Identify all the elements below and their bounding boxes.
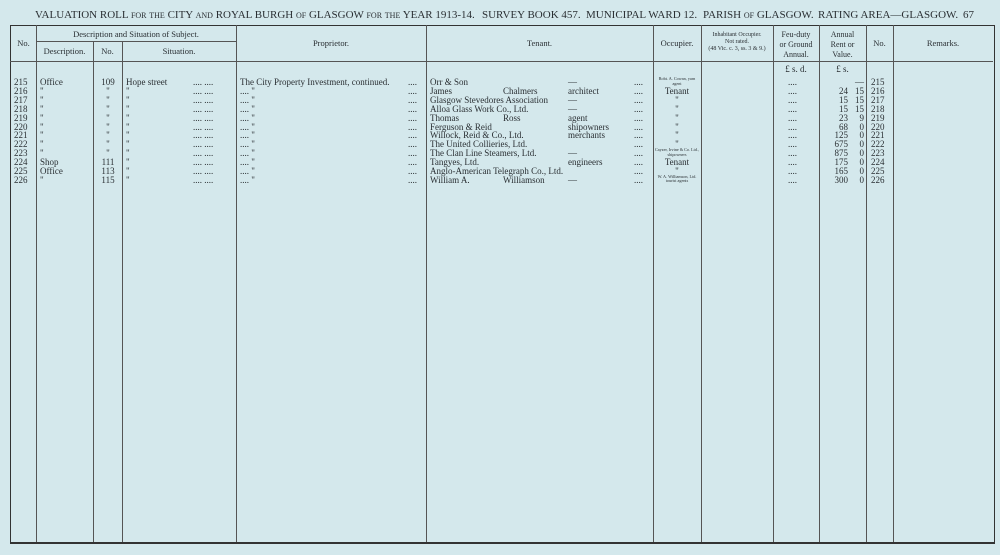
cell-no3: 224 (871, 157, 885, 168)
cell-feu: .... (788, 157, 797, 168)
cell-no3: 219 (871, 112, 885, 123)
cell-num: " (106, 103, 110, 114)
cell-sit: " (126, 139, 130, 150)
cell-no3: 216 (871, 85, 885, 96)
col-annual: Annual Rent or Value. (830, 30, 855, 59)
cell-prop: .... " (240, 121, 255, 132)
cell-num: " (106, 121, 110, 132)
cell-val-l: 24 (839, 85, 848, 96)
cell-tenant: Orr & Son (430, 77, 468, 87)
cell-t-dots: .... (634, 77, 643, 87)
cell-tenant: Willock, Reid & Co., Ltd. (430, 130, 524, 141)
col-no2: No. (101, 46, 114, 56)
cell-sit-dots: .... .... (193, 148, 214, 159)
cell-no: 226 (14, 174, 28, 185)
col-feu: Feu-duty or Ground Annual. (779, 30, 813, 59)
cell-desc: Office (40, 166, 63, 176)
cell-tenant: Anglo-American Telegraph Co., Ltd. (430, 166, 564, 176)
cell-no: 221 (14, 130, 28, 141)
cell-val-r: 0 (859, 121, 864, 132)
cell-prop: The City Property Investment, continued. (240, 77, 390, 87)
cell-sit-dots: .... .... (193, 174, 214, 185)
cell-feu: .... (788, 77, 797, 87)
cell-occ: " (675, 130, 679, 141)
rating-area: RATING AREA—GLASGOW. (818, 9, 959, 21)
cell-t-dots: .... (634, 130, 643, 141)
cell-prop-dots: .... (408, 112, 417, 123)
col-tenant: Tenant. (526, 38, 553, 48)
cell-prop: .... " (240, 148, 255, 159)
cell-no3: 217 (871, 94, 885, 105)
cell-sit-dots: .... .... (193, 157, 214, 168)
cell-t-dots: .... (634, 94, 643, 105)
cell-num: 111 (101, 157, 115, 168)
cell-sit: " (126, 112, 130, 123)
cell-no3: 215 (871, 77, 885, 87)
cell-t-dots: .... (634, 112, 643, 123)
cell-sit: " (126, 130, 130, 141)
cell-tenant-c: — (568, 94, 577, 105)
page-header (0, 9, 1000, 25)
cell-no: 220 (14, 121, 28, 132)
cell-tenant: The Clan Line Steamers, Ltd. (430, 148, 537, 159)
cell-sit: " (126, 94, 130, 105)
cell-prop-dots: .... (408, 148, 417, 159)
cell-desc: " (40, 139, 44, 150)
cell-prop: .... " (240, 94, 255, 105)
cell-num: " (106, 148, 110, 159)
cell-occ: " (675, 121, 679, 132)
cell-sit: " (126, 85, 130, 96)
header-title: VALUATION ROLL for the CITY and ROYAL BURGH of GLASGOW for the YEAR 1913-14. (35, 9, 475, 21)
cell-val-r: 15 (855, 103, 864, 114)
cell-sit: " (126, 157, 130, 168)
cell-desc: Office (40, 77, 63, 87)
cell-feu: .... (788, 103, 797, 114)
col-desc-group: Description and Situation of Subject. (73, 29, 199, 39)
cell-val-l: 23 (839, 112, 848, 123)
cell-t-dots: .... (634, 103, 643, 114)
col-occupier: Occupier. (660, 38, 694, 48)
municipal-ward: MUNICIPAL WARD 12. (586, 9, 698, 21)
cell-num: " (106, 85, 110, 96)
cell-tenant: William A. (430, 174, 470, 185)
cell-prop: .... " (240, 139, 255, 150)
cell-sit: " (126, 174, 130, 185)
cell-prop: .... " (240, 103, 255, 114)
cell-no3: 223 (871, 148, 885, 159)
cell-tenant: Tangyes, Ltd. (430, 157, 480, 168)
cell-feu: .... (788, 148, 797, 159)
cell-prop: .... " (240, 157, 255, 168)
cell-desc: " (40, 85, 44, 96)
cell-tenant-c: architect (568, 85, 599, 96)
cell-num: " (106, 139, 110, 150)
cell-sit-dots: .... .... (193, 103, 214, 114)
cell-tenant-c: — (568, 148, 577, 159)
cell-sit: " (126, 103, 130, 114)
cell-feu: .... (788, 121, 797, 132)
cell-sit-dots: .... .... (193, 77, 214, 87)
cell-desc: " (40, 130, 44, 141)
cell-no: 218 (14, 103, 28, 114)
cell-no: 215 (14, 77, 28, 87)
cell-desc: " (40, 174, 44, 185)
cell-no: 225 (14, 166, 28, 176)
cell-occ: " (675, 103, 679, 114)
cell-num: " (106, 130, 110, 141)
cell-val-l: 15 (839, 94, 848, 105)
cell-prop: .... " (240, 166, 255, 176)
cell-desc: " (40, 103, 44, 114)
cell-no3: 221 (871, 130, 885, 141)
cell-prop-dots: .... (408, 139, 417, 150)
cell-no3: 225 (871, 166, 885, 176)
cell-tenant: Thomas (430, 112, 459, 123)
cell-t-dots: .... (634, 121, 643, 132)
cell-feu: .... (788, 85, 797, 96)
cell-prop-dots: .... (408, 166, 417, 176)
cell-val-r: 0 (859, 130, 864, 141)
cell-feu: .... (788, 94, 797, 105)
cell-tenant-c: agent (568, 112, 588, 123)
cell-tenant: Ferguson & Reid (430, 121, 492, 132)
cell-desc: " (40, 112, 44, 123)
cell-val-r: 15 (855, 94, 864, 105)
feu-units: £ s. d. (785, 64, 807, 74)
cell-prop-dots: .... (408, 121, 417, 132)
cell-desc: " (40, 94, 44, 105)
cell-occ: Cayzer, Irvine & Co. Ltd., shipowners (654, 147, 700, 157)
cell-tenant: The United Collieries, Ltd. (430, 139, 528, 150)
cell-num: 109 (101, 77, 115, 87)
cell-tenant: Glasgow Stevedores Association (430, 94, 548, 105)
annual-units: £ s. (836, 64, 849, 74)
cell-prop-dots: .... (408, 103, 417, 114)
cell-feu: .... (788, 130, 797, 141)
cell-val-l: 300 (834, 174, 848, 185)
cell-sit: Hope street (126, 77, 168, 87)
cell-val-l: 875 (834, 148, 848, 159)
cell-val-l: 125 (834, 130, 848, 141)
cell-tenant-c: shipowners (568, 121, 609, 132)
cell-num: 115 (101, 174, 115, 185)
col-description: Description. (43, 46, 86, 56)
cell-no3: 226 (871, 174, 885, 185)
col-no: No. (17, 38, 30, 48)
cell-no3: 222 (871, 139, 885, 150)
cell-val-r: 0 (859, 174, 864, 185)
cell-prop-dots: .... (408, 94, 417, 105)
cell-prop: .... " (240, 174, 255, 185)
cell-val-l: 675 (834, 139, 848, 150)
cell-tenant-c: — (568, 103, 577, 114)
cell-desc: " (40, 148, 44, 159)
cell-tenant-c: engineers (568, 157, 603, 168)
cell-val-l: 15 (839, 103, 848, 114)
cell-occ: W. A. Williamson, Ltd. tourist agents (657, 173, 697, 184)
cell-tenant-c: merchants (568, 130, 605, 141)
cell-prop-dots: .... (408, 157, 417, 168)
cell-val-r: 0 (859, 148, 864, 159)
cell-no: 219 (14, 112, 28, 123)
cell-prop-dots: .... (408, 85, 417, 96)
cell-tenant-b: Ross (503, 112, 521, 123)
cell-sit-dots: .... .... (193, 139, 214, 150)
cell-occ: " (675, 112, 679, 123)
cell-t-dots: .... (634, 85, 643, 96)
cell-tenant-b: Williamson (503, 174, 545, 185)
cell-no3: 220 (871, 121, 885, 132)
cell-sit: " (126, 148, 130, 159)
col-inhabitant: Inhabitant Occupier. Not rated. (48 Vic. c. 3, ss. 3 & 9.) (708, 32, 766, 52)
cell-num: " (106, 112, 110, 123)
cell-occ: Tenant (664, 157, 690, 168)
cell-t-dots: .... (634, 174, 643, 185)
cell-no3: 218 (871, 103, 885, 114)
cell-prop-dots: .... (408, 130, 417, 141)
cell-occ: " (675, 139, 679, 150)
cell-val-r: 0 (859, 139, 864, 150)
cell-tenant-b: Chalmers (503, 85, 538, 96)
survey-book: SURVEY BOOK 457. (482, 9, 581, 21)
cell-sit-dots: .... .... (193, 121, 214, 132)
col-situation: Situation. (162, 46, 196, 56)
cell-feu: .... (788, 174, 797, 185)
cell-sit-dots: .... .... (193, 112, 214, 123)
cell-tenant-c: — (568, 174, 577, 185)
page-number: 67 (963, 9, 974, 21)
cell-prop-dots: .... (408, 77, 417, 87)
cell-val-r: 9 (859, 112, 864, 123)
cell-sit-dots: .... .... (193, 166, 214, 176)
cell-no: 217 (14, 94, 28, 105)
cell-no: 223 (14, 148, 28, 159)
cell-t-dots: .... (634, 139, 643, 150)
cell-occ: " (675, 166, 679, 176)
cell-no: 216 (14, 85, 28, 96)
cell-num: 113 (101, 166, 115, 176)
cell-t-dots: .... (634, 157, 643, 168)
cell-prop: .... " (240, 112, 255, 123)
cell-sit: " (126, 121, 130, 132)
cell-occ: Tenant (664, 85, 690, 96)
parish: PARISH of GLASGOW. (703, 9, 814, 21)
cell-tenant-c: — (568, 77, 577, 87)
cell-tenant: Alloa Glass Work Co., Ltd. (430, 103, 529, 114)
cell-t-dots: .... (634, 166, 643, 176)
cell-prop: .... " (240, 130, 255, 141)
cell-desc: " (40, 121, 44, 132)
cell-val-l: 175 (834, 157, 848, 168)
cell-val-l: 68 (839, 121, 848, 132)
cell-sit-dots: .... .... (193, 130, 214, 141)
cell-sit-dots: .... .... (193, 85, 214, 96)
cell-prop-dots: .... (408, 174, 417, 185)
cell-no: 222 (14, 139, 28, 150)
cell-feu: .... (788, 166, 797, 176)
col-remarks: Remarks. (926, 38, 960, 48)
cell-t-dots: .... (634, 148, 643, 159)
cell-val-r: — (855, 77, 864, 87)
cell-val-l: 165 (834, 166, 848, 176)
cell-desc: Shop (40, 157, 59, 168)
cell-sit: " (126, 166, 130, 176)
cell-tenant: James (430, 85, 452, 96)
cell-val-r: 0 (859, 166, 864, 176)
cell-occ: Robt. A. Cowan, yarn agent (658, 76, 696, 86)
cell-val-r: 15 (855, 85, 864, 96)
cell-feu: .... (788, 139, 797, 150)
cell-no: 224 (14, 157, 28, 168)
cell-val-r: 0 (859, 157, 864, 168)
cell-occ: " (675, 94, 679, 105)
col-no3: No. (873, 38, 886, 48)
cell-prop: .... " (240, 85, 255, 96)
col-proprietor: Proprietor. (312, 38, 350, 48)
cell-num: " (106, 94, 110, 105)
cell-sit-dots: .... .... (193, 94, 214, 105)
cell-feu: .... (788, 112, 797, 123)
